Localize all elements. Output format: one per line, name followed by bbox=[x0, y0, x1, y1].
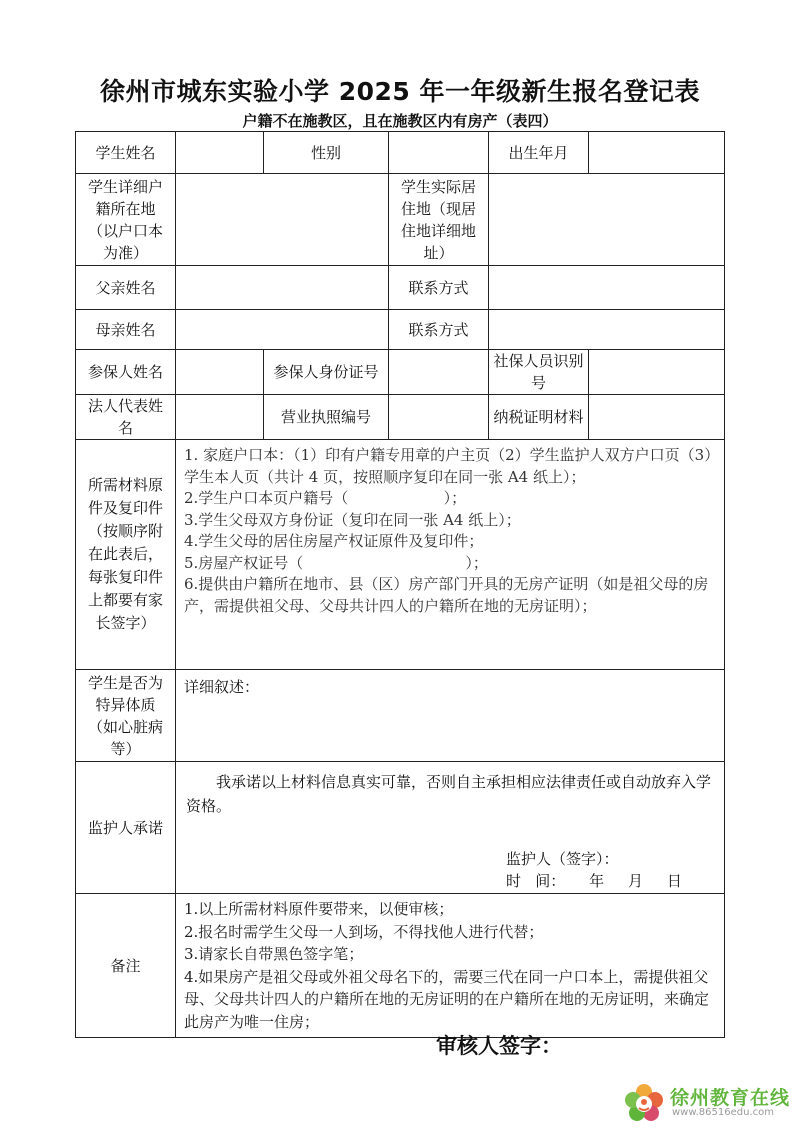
label-special-constitution bbox=[76, 670, 176, 762]
label-student-name: 学生姓名 bbox=[76, 132, 176, 174]
label-birth-date: 出生年月 bbox=[489, 132, 589, 174]
label-actual-residence bbox=[389, 174, 489, 266]
field-insured-id[interactable] bbox=[389, 350, 489, 395]
watermark-url: www.86516edu.com bbox=[672, 1107, 774, 1118]
registration-table bbox=[75, 131, 725, 1038]
field-household-address[interactable] bbox=[176, 174, 389, 266]
label-legal-rep-name-text: 法人代表姓名 bbox=[87, 397, 163, 437]
watermark-brand: 徐州教育在线 bbox=[670, 1087, 791, 1109]
field-actual-residence[interactable] bbox=[489, 174, 725, 266]
label-insured-id-text: 参保人身份证号 bbox=[273, 363, 379, 381]
field-insured-name[interactable] bbox=[176, 350, 264, 395]
guardian-signature-block bbox=[506, 848, 682, 892]
field-tax-certificate[interactable] bbox=[589, 395, 725, 440]
label-insured-name: 参保人姓名 bbox=[76, 350, 176, 395]
watermark-logo bbox=[622, 1080, 797, 1124]
field-business-license-no[interactable] bbox=[389, 395, 489, 440]
materials-list bbox=[176, 440, 725, 670]
field-gender[interactable] bbox=[389, 132, 489, 174]
notes-item: 3.请家长自带黑色签字笔； bbox=[184, 945, 364, 963]
label-tax-certificate bbox=[489, 395, 589, 440]
label-gender: 性别 bbox=[264, 132, 389, 174]
form-subtitle: 户籍不在施教区，且在施教区内有房产（表四） bbox=[242, 112, 558, 130]
guardian-promise-cell bbox=[176, 762, 725, 894]
notes-item: 4.如果房产是祖父母或外祖父母名下的，需要三代在同一户口本上，需提供祖父母、父母共计四人的户籍所在地的无房证明的在户籍所在地的无房证明，来确定此房产为唯一住房； bbox=[184, 967, 710, 1031]
label-business-license-no: 营业执照编号 bbox=[264, 395, 389, 440]
label-actual-residence-text: 学生实际居住地（现居住地详细地址） bbox=[400, 177, 476, 262]
label-materials-text: 所需材料原件及复印件（按顺序附在此表后，每张复印件上都要有家长签字） bbox=[87, 476, 163, 632]
materials-item: 6.提供由户籍所在地市、县（区）房产部门开具的无房产证明（如是祖父母的房产，需提供祖父母、父母共计四人的户籍所在地的无房证明）； bbox=[184, 575, 709, 615]
guardian-promise-text: 我承诺以上材料信息真实可靠，否则自主承担相应法律责任或自动放弃入学资格。 bbox=[186, 773, 712, 815]
field-student-name[interactable] bbox=[176, 132, 264, 174]
field-mother-contact[interactable] bbox=[489, 310, 725, 350]
field-birth-date[interactable] bbox=[589, 132, 725, 174]
label-mother-contact: 联系方式 bbox=[389, 310, 489, 350]
notes-list bbox=[176, 894, 725, 1038]
flower-logo-icon bbox=[622, 1082, 666, 1122]
notes-item: 2.报名时需学生父母一人到场，不得找他人进行代替； bbox=[184, 922, 544, 941]
field-father-name[interactable] bbox=[176, 266, 389, 310]
label-insured-id bbox=[264, 350, 389, 395]
notes-item: 1.以上所需材料原件要带来，以便审核； bbox=[184, 900, 454, 918]
label-social-security-no bbox=[489, 350, 589, 395]
materials-item: 1. 家庭户口本：（1）印有户籍专用章的户主页（2）学生监护人双方户口页（3）学生本人页（共计 4 页，按照顺序复印在同一张 A4 纸上）； bbox=[184, 446, 712, 486]
field-legal-rep-name[interactable] bbox=[176, 395, 264, 440]
label-guardian-promise: 监护人承诺 bbox=[76, 762, 176, 894]
label-notes: 备注 bbox=[76, 894, 176, 1038]
guardian-signature[interactable]: 监护人（签字）： bbox=[506, 850, 619, 868]
label-father-name: 父亲姓名 bbox=[76, 266, 176, 310]
guardian-date[interactable]: 时 间： 年 月 日 bbox=[506, 872, 682, 890]
label-father-contact: 联系方式 bbox=[389, 266, 489, 310]
label-tax-certificate-text: 纳税证明材料 bbox=[493, 408, 584, 426]
field-social-security-no[interactable] bbox=[589, 350, 725, 395]
label-mother-name: 母亲姓名 bbox=[76, 310, 176, 350]
label-legal-rep-name bbox=[76, 395, 176, 440]
materials-item: 4.学生父母的居住房屋产权证原件及复印件； bbox=[184, 532, 484, 550]
field-special-detail[interactable] bbox=[176, 670, 725, 762]
auditor-signature-label: 审核人签字： bbox=[436, 1034, 562, 1058]
materials-item: 2.学生户口本页户籍号（ ）； bbox=[184, 489, 467, 507]
label-household-address-text: 学生详细户籍所在地（以户口本为准） bbox=[87, 177, 163, 262]
label-social-security-no-text: 社保人员识别号 bbox=[493, 352, 584, 392]
special-detail-prompt: 详细叙述： bbox=[184, 678, 260, 696]
label-household-address bbox=[76, 174, 176, 266]
label-materials bbox=[76, 440, 176, 670]
form-title: 徐州市城东实验小学 2025 年一年级新生报名登记表 bbox=[100, 77, 700, 106]
field-mother-name[interactable] bbox=[176, 310, 389, 350]
label-special-constitution-text: 学生是否为特异体质（如心脏病等） bbox=[87, 673, 163, 758]
field-father-contact[interactable] bbox=[489, 266, 725, 310]
materials-item: 5.房屋产权证号（ ）； bbox=[184, 553, 488, 572]
materials-item: 3.学生父母双方身份证（复印在同一张 A4 纸上）； bbox=[184, 510, 521, 529]
